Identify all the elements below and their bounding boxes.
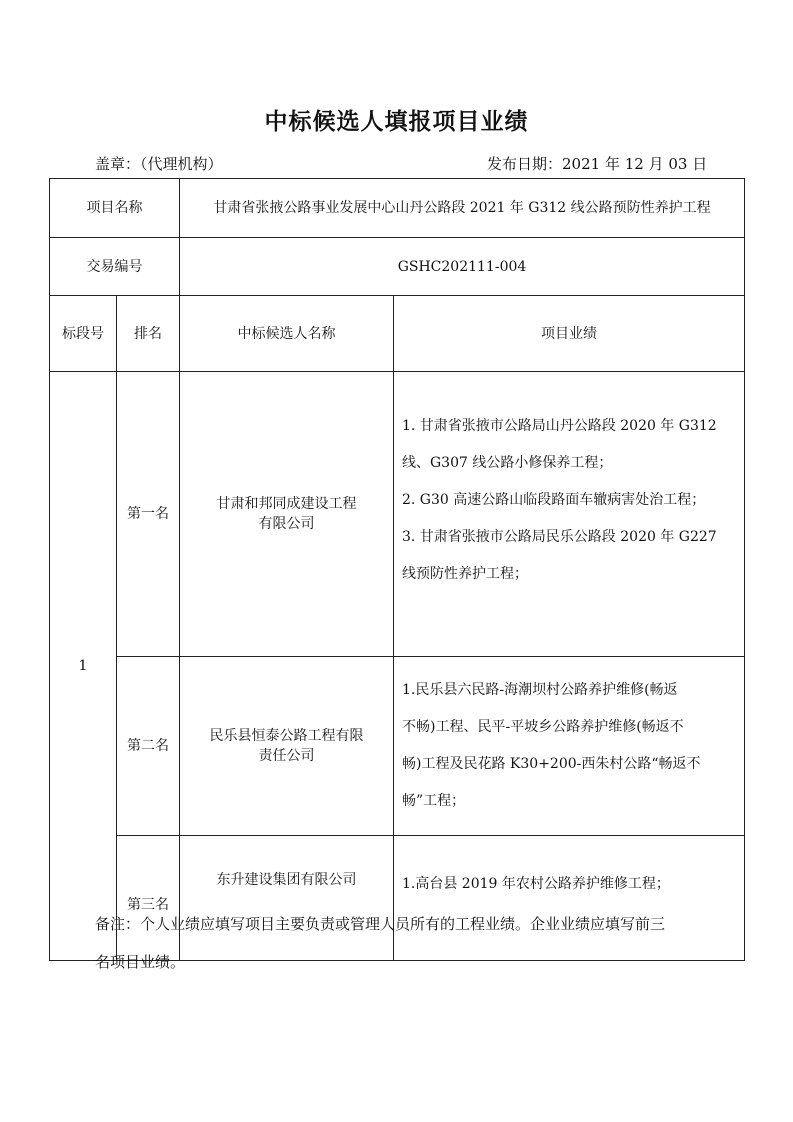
project-name-row: [50, 179, 745, 238]
candidate-name-line: 责任公司: [258, 748, 315, 764]
performance-line: 畅)工程及民花路 K30+200-西朱村公路“畅返不: [402, 756, 701, 772]
performance-line: 1.高台县 2019 年农村公路养护维修工程；: [402, 876, 670, 892]
performance-line: 1.民乐县六民路-海潮坝村公路养护维修(畅返: [402, 682, 678, 698]
column-header-rank: 排名: [117, 296, 180, 372]
seal-label: 盖章：（代理机构）: [95, 155, 223, 173]
table-row: [50, 657, 745, 836]
trade-code-label: 交易编号: [50, 238, 180, 296]
remark-note: [95, 905, 715, 981]
performance-cell: [394, 372, 745, 657]
performance-line: 线、G307 线公路小修保养工程；: [402, 455, 613, 471]
project-name-value: 甘肃省张掖公路事业发展中心山丹公路段 2021 年 G312 线公路预防性养护工程: [180, 179, 745, 238]
column-header-performance: 项目业绩: [394, 296, 745, 372]
trade-code-row: [50, 238, 745, 296]
candidate-name-line: 民乐县恒泰公路工程有限: [209, 728, 364, 744]
column-header-section: 标段号: [50, 296, 117, 372]
section-number: 1: [50, 372, 117, 961]
performance-line: 不畅)工程、民平-平坡乡公路养护维修(畅返不: [402, 719, 684, 735]
table-row: [50, 372, 745, 657]
performance-line: 2. G30 高速公路山临段路面车辙病害处治工程；: [402, 492, 706, 508]
trade-code-value: GSHC202111-004: [180, 238, 745, 296]
document-title: 中标候选人填报项目业绩: [264, 109, 529, 135]
performance-line: 畅”工程；: [402, 793, 466, 809]
rank-cell: 第三名: [117, 836, 180, 961]
performance-cell: [394, 657, 745, 836]
column-header-candidate: 中标候选人名称: [180, 296, 394, 372]
candidate-name-cell: [180, 657, 394, 836]
performance-line: 1. 甘肃省张掖市公路局山丹公路段 2020 年 G312: [402, 418, 717, 434]
performance-line: 3. 甘肃省张掖市公路局民乐公路段 2020 年 G227: [402, 529, 717, 545]
remark-line: 备注：个人业绩应填写项目主要负责或管理人员所有的工程业绩。企业业绩应填写前三: [95, 915, 666, 933]
table-header-row: [50, 296, 745, 372]
rank-cell: 第一名: [117, 372, 180, 657]
publish-date: 发布日期：2021 年 12 月 03 日: [487, 155, 708, 173]
project-name-label: 项目名称: [50, 179, 180, 238]
candidate-name-line: 甘肃和邦同成建设工程: [216, 496, 357, 512]
rank-cell: 第二名: [117, 657, 180, 836]
remark-line: 名项目业绩。: [95, 953, 186, 971]
performance-table: [49, 178, 745, 961]
performance-line: 线预防性养护工程；: [402, 566, 528, 582]
candidate-name-cell: [180, 372, 394, 657]
candidate-name-cell: 东升建设集团有限公司: [180, 836, 394, 961]
candidate-name-line: 有限公司: [258, 516, 315, 532]
